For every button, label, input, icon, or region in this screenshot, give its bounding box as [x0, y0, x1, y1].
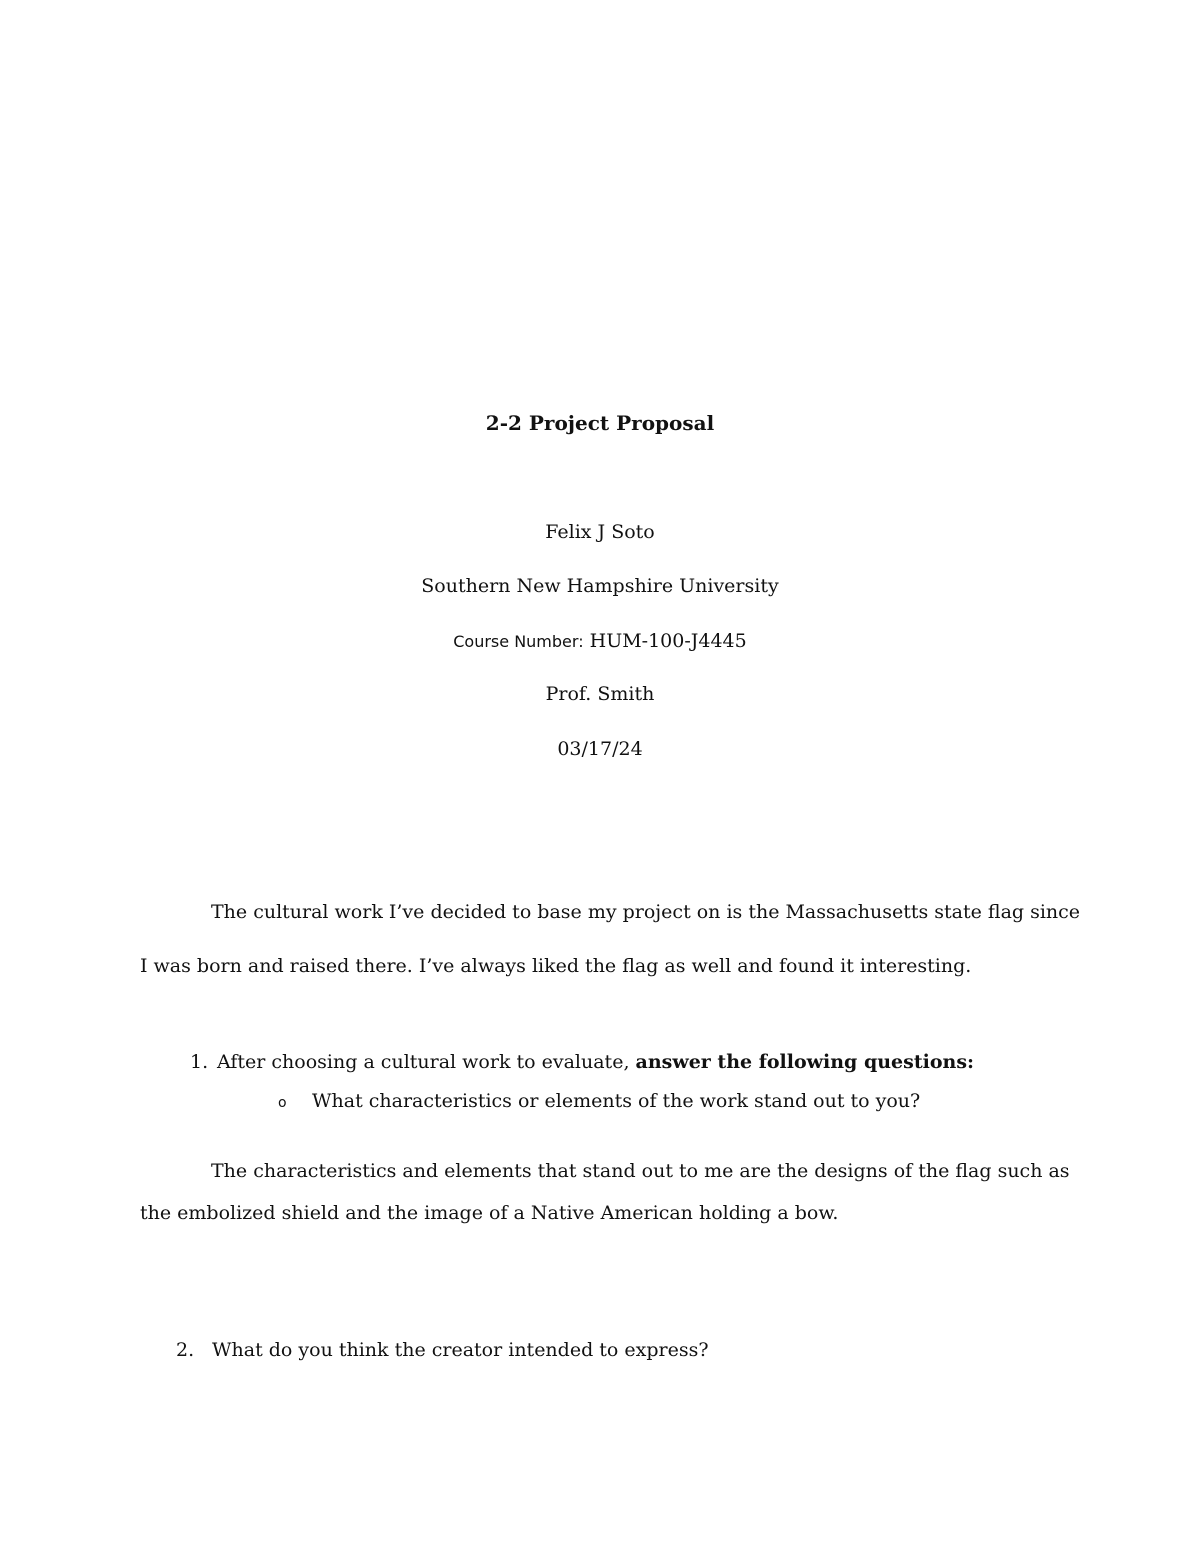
course-number-line	[0, 629, 1200, 654]
question-1	[217, 1050, 974, 1074]
document-title: 2-2 Project Proposal	[485, 411, 715, 435]
question-2-text: What do you think the creator intended to express?	[212, 1339, 709, 1361]
author-name: Felix J Soto	[545, 521, 655, 543]
course-number-label: Course Number:	[453, 632, 584, 651]
question-1-text: After choosing a cultural work to evaluate,	[217, 1051, 630, 1073]
professor-name: Prof. Smith	[545, 683, 655, 705]
question-1-bold-text: answer the following questions:	[635, 1051, 975, 1073]
intro-paragraph-line-1: The cultural work I’ve decided to base my project on is the Massachusetts state flag since	[211, 901, 1081, 923]
intro-paragraph-line-2: I was born and raised there. I’ve always liked the flag as well and found it interesting.	[140, 955, 972, 977]
answer-1-line-2: the embolized shield and the image of a Native American holding a bow.	[140, 1202, 839, 1224]
question-1-sub-question: What characteristics or elements of the work stand out to you?	[312, 1090, 921, 1112]
question-1-number: 1.	[190, 1051, 209, 1073]
course-number-value: HUM-100-J4445	[589, 630, 747, 652]
document-date: 03/17/24	[557, 738, 643, 760]
answer-1-line-1: The characteristics and elements that stand out to me are the designs of the flag such as	[211, 1160, 1070, 1182]
question-2-number: 2.	[176, 1339, 195, 1361]
sub-bullet-icon: o	[278, 1095, 287, 1111]
institution-name: Southern New Hampshire University	[421, 575, 779, 597]
